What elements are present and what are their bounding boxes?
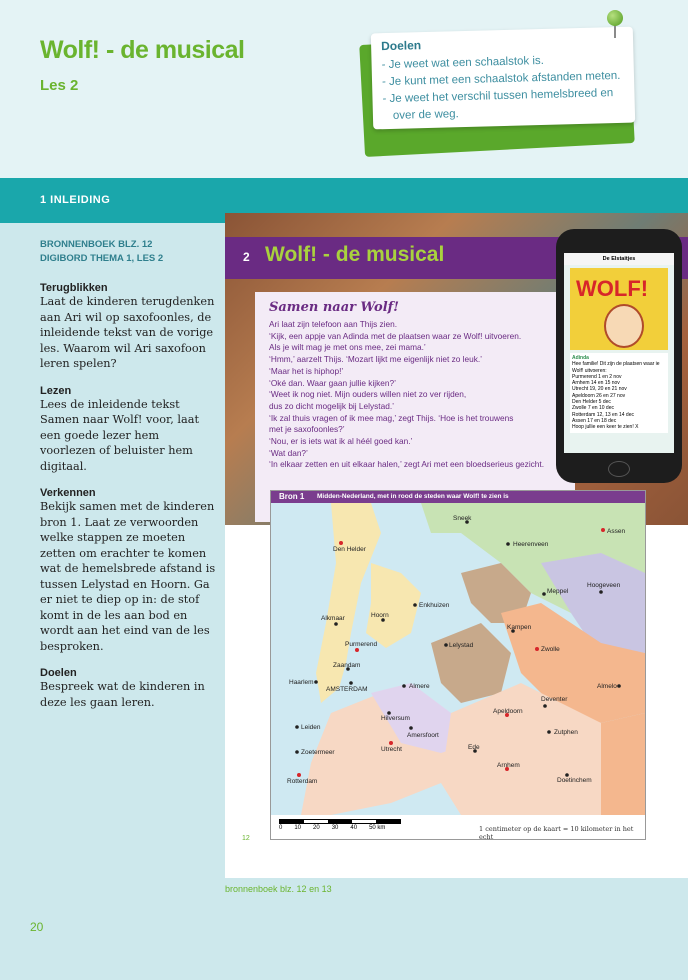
terugblikken-heading: Terugblikken xyxy=(40,282,108,294)
verkennen-heading: Verkennen xyxy=(40,487,96,499)
terugblikken-text: Laat de kinderen terugdenken aan Ari wil op saxofoonles, de inleidende tekst van de vorige les. Waarom wil Ari saxofoon leren spelen? xyxy=(40,295,215,370)
story-line: dus zo dicht mogelijk bij Lelystad.’ xyxy=(269,400,394,411)
msg-date: Apeldoorn 26 en 27 nov xyxy=(572,392,626,399)
poster-title: WOLF! xyxy=(576,276,649,301)
lezen-heading: Lezen xyxy=(40,384,72,397)
map-city-label: Zwolle xyxy=(541,646,560,653)
scale-tick: 40 xyxy=(350,825,358,831)
story-line: ‘Kijk, een appje van Adinda met de plaatsen waar ze Wolf! uitvoeren. xyxy=(269,330,522,341)
map-city-label: Hoogeveen xyxy=(587,582,621,589)
map-city-label: Alkmaar xyxy=(321,615,345,622)
map-city-label: Assen xyxy=(607,528,626,535)
scale-note: 1 centimeter op de kaart = 10 kilometer in het echt xyxy=(479,825,634,841)
map-city-label: Almere xyxy=(409,683,430,690)
chapter-title: Wolf! - de musical xyxy=(265,243,445,266)
story-line: ‘Ik zal thuis vragen of ik mee mag,’ zegt Thijs. ‘Hoe is het trouwens xyxy=(269,412,514,423)
msg-sender: Adinda xyxy=(572,355,589,361)
map-city-label: Hoorn xyxy=(371,612,389,619)
scale-tick: 20 xyxy=(313,825,320,831)
map-city-label: Apeldoorn xyxy=(493,708,523,715)
chat-message xyxy=(570,353,668,433)
msg-date: Assen 17 en 18 dec xyxy=(572,417,617,424)
ref-digibord: DIGIBORD THEMA 1, LES 2 xyxy=(40,253,164,264)
story-line: Ari laat zijn telefoon aan Thijs zien. xyxy=(269,319,398,329)
story-line: ‘Weet ik nog niet. Mijn ouders willen niet zo ver rijden, xyxy=(269,389,467,400)
scale-tick: 30 xyxy=(331,825,339,831)
map-city-label: Leiden xyxy=(301,724,321,731)
story-box xyxy=(255,292,575,522)
scale-bar xyxy=(279,819,401,831)
story-title: Samen naar Wolf! xyxy=(269,300,399,315)
map-city-label: Den Helder xyxy=(333,546,366,553)
map-bron-label: Bron 1 xyxy=(279,492,305,501)
map-city-label: Purmerend xyxy=(345,641,378,648)
student-page-thumbnail xyxy=(225,213,688,878)
page-title: Wolf! - de musical xyxy=(40,36,245,64)
push-pin-icon xyxy=(607,10,623,26)
msg-date: Den Helder 5 dec xyxy=(572,399,611,406)
story-line: ‘Maar het is hiphop!’ xyxy=(269,365,344,376)
map-header xyxy=(271,491,645,503)
msg-date: Rotterdam 12, 13 en 14 dec xyxy=(572,411,634,418)
goals-heading: Doelen xyxy=(380,38,422,54)
map-city-label: Zaandam xyxy=(333,662,361,669)
map-city-label: Lelystad xyxy=(449,642,474,649)
map-city-label: Arnhem xyxy=(497,762,520,769)
msg-date: Purmerend 1 en 2 nov xyxy=(572,373,622,380)
mozart-face-icon xyxy=(604,304,644,348)
map-source xyxy=(270,490,646,840)
scale-tick: 0 xyxy=(279,825,283,831)
story-line: ‘Nou, er is iets wat ik al héél goed kan.’ xyxy=(269,436,413,447)
teacher-sidebar xyxy=(40,238,218,723)
verkennen-text: Bekijk samen met de kinderen bron 1. Laat ze verwoorden welke stappen ze moeten zetten om erachter te komen wat de hemelsbrede afstand is tussen Lelystad en Hoorn. Ga er niet te diep op in: de stof komt in de les aan bod en wordt aan het eind van de les besproken. xyxy=(40,500,216,653)
lesson-label: Les 2 xyxy=(40,77,79,94)
doelen-text: Bespreek wat de kinderen in deze les gaan leren. xyxy=(40,680,205,709)
lezen-text: Lees de inleidende tekst Samen naar Wolf! voor, laat een goede lezer hem voorlezen of beluister hem digitaal. xyxy=(40,397,199,473)
phone-illustration xyxy=(556,229,682,483)
map-city-label: Heerenveen xyxy=(513,541,549,548)
story-line: ‘Hmm,’ aarzelt Thijs. ‘Mozart lijkt me eigenlijk niet zo leuk.’ xyxy=(269,354,483,365)
map-title: Midden-Nederland, met in rood de steden waar Wolf! te zien is xyxy=(317,493,509,500)
msg-closing: Hoop jullie een keer te zien! X xyxy=(572,424,639,431)
chat-header: De Elstaitjes xyxy=(564,253,674,265)
story-line: met je saxofoonles?’ xyxy=(269,424,345,435)
map-city-label: Zoetermeer xyxy=(301,749,335,756)
story-line: ‘Oké dan. Waar gaan jullie kijken?’ xyxy=(269,377,396,388)
doelen-heading: Doelen xyxy=(40,667,77,679)
msg-date: Utrecht 19, 20 en 21 nov xyxy=(572,386,627,393)
student-page-number: 12 xyxy=(242,835,250,842)
story-line: Als je wilt mag je met ons mee, zei mama.’ xyxy=(269,342,426,353)
story-line: ‘Wat dan?’ xyxy=(269,447,308,458)
map-city-label: Amersfoort xyxy=(407,732,439,739)
goal-item: - Je weet het verschil tussen hemelsbreed en over de weg. xyxy=(382,87,614,122)
ref-bronnenboek: BRONNENBOEK BLZ. 12 xyxy=(40,239,153,250)
goal-item: - Je kunt met een schaalstok afstanden meten. xyxy=(381,69,621,89)
map-city-label: Almelo xyxy=(597,683,617,690)
wolf-poster xyxy=(570,268,668,350)
chapter-number: 2 xyxy=(243,250,250,264)
goals-card xyxy=(371,27,635,130)
page-caption: bronnenboek blz. 12 en 13 xyxy=(225,884,332,894)
map-city-label: Rotterdam xyxy=(287,778,318,785)
goal-item: - Je weet wat een schaalstok is. xyxy=(381,54,545,72)
story-text xyxy=(269,319,589,471)
home-button xyxy=(608,461,630,477)
scale-tick: 50 km xyxy=(369,825,386,831)
msg-intro: Hee familie! Dit zijn de plaatsen waar ie Wolf! uitvoeren: xyxy=(572,361,660,374)
map-city-label: Zutphen xyxy=(554,729,578,736)
map-city-label: Haarlem xyxy=(289,679,314,686)
page-number: 20 xyxy=(30,920,44,934)
map-city-label: Deventer xyxy=(541,696,568,703)
map-city-label: Ede xyxy=(468,744,480,751)
references xyxy=(40,238,218,266)
map-city-label: AMSTERDAM xyxy=(326,686,368,693)
map-city-label: Meppel xyxy=(547,588,569,595)
map-city-label: Sneek xyxy=(453,515,472,522)
phone-screen xyxy=(564,253,674,453)
map-city-label: Hilversum xyxy=(381,715,410,722)
msg-date: Zwolle 7 en 10 dec xyxy=(572,405,614,412)
map-city-label: Utrecht xyxy=(381,746,402,753)
map-city-label: Doetinchem xyxy=(557,777,592,784)
pin-stem xyxy=(614,24,616,38)
netherlands-map xyxy=(271,503,645,815)
story-line: ‘In elkaar zetten en uit elkaar halen,’ zegt Ari met een bloedserieus gezicht. xyxy=(269,459,545,470)
section-label: 1 INLEIDING xyxy=(40,194,111,206)
map-city-label: Kampen xyxy=(507,624,532,631)
map-city-label: Enkhuizen xyxy=(419,602,450,609)
scale-tick: 10 xyxy=(294,825,302,831)
msg-date: Arnhem 14 en 15 nov xyxy=(572,380,620,387)
